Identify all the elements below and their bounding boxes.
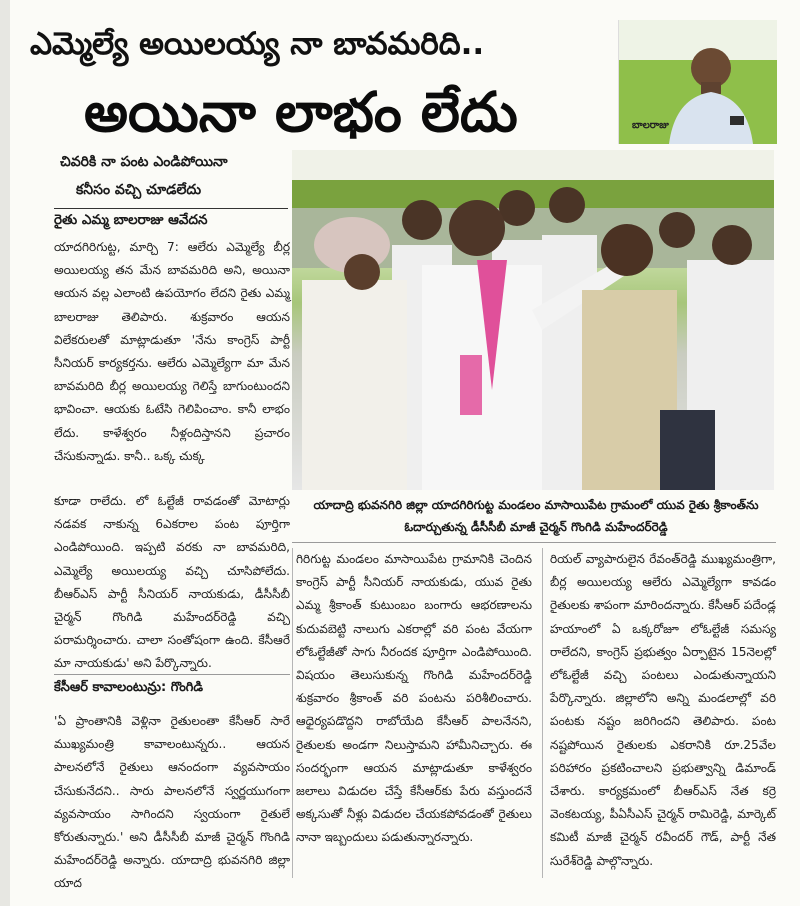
article-column-1-part-3: 'ఏ ప్రాంతానికి వెళ్లినా రైతులంతా కేసీఆర్ సారే ముఖ్యమంత్రి కావాలంటున్నరు.. ఆయన పాలనలోనే రైతులు ఆనందంగా వ్యవసాయం చేసుకునేదని.. సారు పాలనలోనే స్వర్ణయుగంగా వ్యవసాయం సాగిందని స్వయంగా రైతులే కోరుతున్నారు.' అని డీసీసీబీ మాజీ చైర్మన్ గొంగిడి మహేందర్‌రెడ్డి అన్నారు. యాదాద్రి భువనగిరి జిల్లా యాద [54,714,290,891]
portrait-caption: బాలరాజు [632,120,669,131]
photo-caption: యాదాద్రి భువనగిరి జిల్లా యాదగిరిగుట్ట మండలం మాసాయిపేట గ్రామంలో యువ రైతు శ్రీకాంత్‌ను ఓదార్చుతున్న డీసీసీబీ మాజీ చైర్మన్ గొంగిడి మహేందర్‌రెడ్డి [313,498,759,534]
news-photo [292,150,774,490]
article-column-2: గిరిగుట్ట మండలం మాసాయిపేట గ్రామానికి చెందిన కాంగ్రెస్ పార్టీ సీనియర్ నాయకుడు, యువ రైతు ఎమ్మ శ్రీకాంత్ కుటుంబం బంగారు ఆభరణాలను కుదువబెట్టి నాలుగు ఎకరాల్లో వరి పంట వేయగా లోఓల్టేజీతో సాగు నీరందక పూర్తిగా ఎండిపోయింది. విషయం తెలుసుకున్న గొంగిడి మహేందర్‌రెడ్డి శుక్రవారం శ్రీకాంత్ వరి పంటను పరిశీలించారు. ఆధైర్యపడొద్దని రాబోయేది కేసీఆర్ పాలనేనని, రైతులకు అండగా నిలుస్తామని హామీనిచ్చారు. ఈ సందర్భంగా ఆయన మాట్లాడుతూ కాళేశ్వరం జలాలు విడుదల చేస్తే కేసీఆర్‌కు పేరు వస్తుందనే అక్కసుతో నీళ్లు విడుదల చేయకపోవడంతో రైతులు నానా ఇబ్బందులు పడుతున్నారన్నారు. [296,552,532,845]
crowd-photo-illustration [292,150,774,490]
deck-byline: రైతు ఎమ్మ బాలరాజు ఆవేదన [54,208,288,231]
deck-line1: చివరికి నా పంట ఎండిపోయినా [60,154,228,170]
article-column-1-part-1: యాదగిరిగుట్ట, మార్చి 7: ఆలేరు ఎమ్మెల్యే బీర్ల అయిలయ్య తన మేన బావమరిది అని, అయినా ఆయన వల్ల ఎలాంటి ఉపయోగం లేదని రైతు ఎమ్మ బాలరాజు తెలిపారు. శుక్రవారం ఆయన విలేకరులతో మాట్లాడుతూ 'నేను కాంగ్రెస్ పార్టీ సీనియర్ కార్యకర్తను. ఆలేరు ఎమ్మెల్యేగా మా మేన బావమరిది బీర్ల అయిలయ్య గెలిస్తే బాగుంటుందని భావించా. ఆయకు ఓటేసి గెలిపించాం. కానీ లాభం లేదు. కాళేశ్వరం నీళ్లందిస్తానని ప్రచారం చేసుకున్నాడు. కానీ.. ఒక్క చుక్క [54,240,290,463]
column-divider [292,548,293,878]
column-divider [542,548,543,878]
divider [54,674,290,675]
article-column-3: రియల్ వ్యాపారులైన రేవంత్‌రెడ్డి ముఖ్యమంత్రిగా, బీర్ల అయిలయ్య ఆలేరు ఎమ్మెల్యేగా కావడం రైతులకు శాపంగా మారిందన్నారు. కేసీఆర్ పదేండ్ల హయాంలో ఏ ఒక్కరోజూ లోఓల్టేజీ సమస్య రాలేదని, కాంగ్రెస్ ప్రభుత్వం ఏర్పాటైన 15నెలల్లో లోఓల్టేజీ వచ్చి పంటలు ఎండుతున్నాయని పేర్కొన్నారు. జిల్లాలోని అన్ని మండలాల్లో వరి పంటకు నష్టం జరిగిందని తెలిపారు. పంట నష్టపోయిన రైతులకు ఎకరానికి రూ.25వేల పరిహారం ప్రకటించాలని ప్రభుత్వాన్ని డిమాండ్ చేశారు. కార్యక్రమంలో బీఆర్ఎస్ నేత కర్రె వెంకటయ్య, పీఏసీఎస్ చైర్మన్ రామిరెడ్డి, మార్కెట్ కమిటీ మాజీ చైర్మన్ రవీందర్ గౌడ్, పార్టీ నేత సురేశ్‌రెడ్డి పాల్గొన్నారు. [550,552,776,868]
article-subhead: కేసీఆర్ కావాలంటున్రు: గొంగిడి [54,680,203,695]
divider [292,542,776,543]
headline-line2: అయినా లాభం లేదు [84,80,518,144]
deck-line2: కనీసం వచ్చి చూడలేదు [76,182,202,198]
adjacent-page-edge [0,0,10,906]
article-column-1-part-2: కూడా రాలేదు. లో ఓల్టేజీ రావడంతో మోటార్లు నడవక నాకున్న 6ఎకరాల పంట పూర్తిగా ఎండిపోయింది. ఇప్పటి వరకు నా బావమరిది, ఎమ్మెల్యే అయిలయ్య వచ్చి చూసిపోలేదు. బీఆర్ఎస్ పార్టీ సీనియర్ నాయకుడు, డీసీసీబీ చైర్మన్ గొంగిడి మహేందర్‌రెడ్డి వచ్చి పరామర్శించారు. చాలా సంతోషంగా ఉంది. కేసీఆరే మా నాయకుడు' అని పేర్కొన్నారు. [54,494,290,671]
headline-line1: ఎమ్మెల్యే అయిలయ్య నా బావమరిది.. [30,26,485,62]
